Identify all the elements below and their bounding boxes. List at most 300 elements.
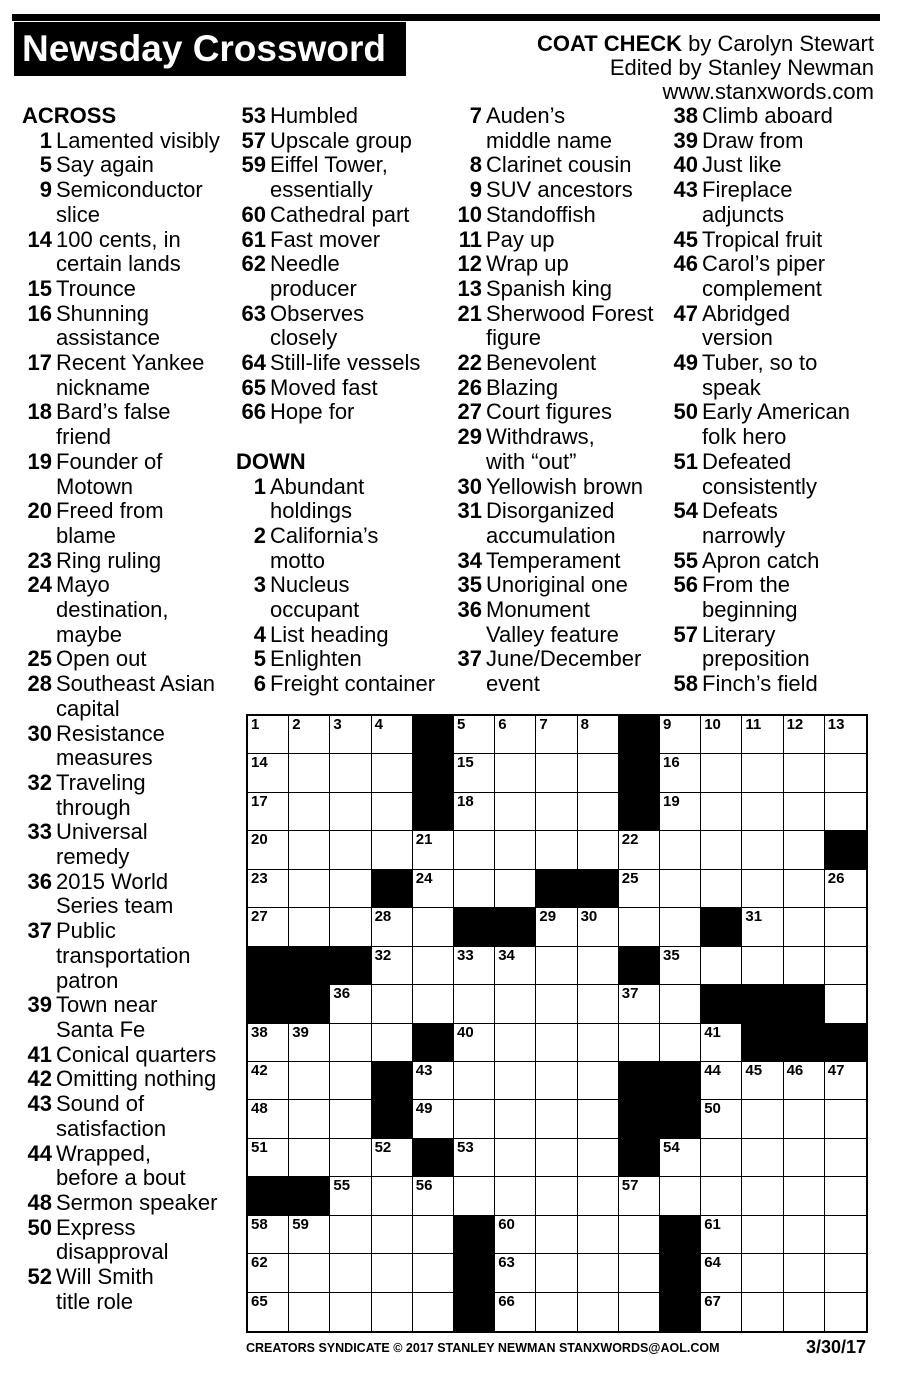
clue-number: 37 [457,646,482,672]
grid-cell[interactable] [413,947,454,985]
grid-cell[interactable] [578,831,619,869]
clue-text: event [486,671,540,697]
grid-cell[interactable] [495,1293,536,1331]
grid-cell[interactable] [825,947,866,985]
clue-number: 8 [469,152,482,178]
grid-cell[interactable] [825,1293,866,1331]
grid-cell[interactable] [578,1293,619,1331]
clue-across2-63 [236,302,435,327]
grid-cell[interactable] [289,908,330,946]
clue-text: Standoffish [486,201,596,227]
clue-down2-35 [452,573,654,598]
clue-text: patron [56,967,119,993]
grid-cell[interactable] [742,716,783,754]
grid-cell[interactable] [784,870,825,908]
grid-cell[interactable] [413,1293,454,1331]
grid-cell[interactable] [825,870,866,908]
grid-cell[interactable] [248,754,289,792]
clue-number: 5 [39,152,52,178]
grid-cell[interactable] [660,1177,701,1215]
cell-number: 38 [251,1023,268,1041]
grid-cell[interactable] [660,716,701,754]
black-square [660,1100,701,1138]
grid-cell[interactable] [289,716,330,754]
clue-number: 1 [39,127,52,153]
grid-cell[interactable] [330,1062,371,1100]
grid-cell[interactable] [330,1254,371,1292]
grid-cell[interactable] [701,1254,742,1292]
grid-cell[interactable] [660,793,701,831]
clue-text: Town near [56,992,158,1018]
clue-down2-37 [452,647,654,672]
grid-cell[interactable] [413,831,454,869]
grid-cell[interactable] [289,1100,330,1138]
grid-cell[interactable] [578,1024,619,1062]
clue-number: 1 [253,473,266,499]
grid-cell[interactable] [372,1254,413,1292]
crossword-grid[interactable] [246,714,868,1333]
grid-cell[interactable] [330,1024,371,1062]
grid-cell[interactable] [330,1293,371,1331]
grid-cell[interactable] [578,1062,619,1100]
grid-cell[interactable] [248,716,289,754]
grid-cell[interactable] [372,754,413,792]
grid-cell[interactable] [454,1100,495,1138]
clue-text: Early American [702,399,850,425]
clue-text: Series team [56,893,174,919]
grid-cell[interactable] [825,716,866,754]
clue-text: Observes [270,300,365,326]
grid-cell[interactable] [330,831,371,869]
clue-number: 49 [673,350,698,376]
grid-cell[interactable] [784,793,825,831]
grid-cell[interactable] [701,1293,742,1331]
grid-cell[interactable] [701,716,742,754]
clue-continuation [668,277,850,302]
grid-cell[interactable] [578,1216,619,1254]
cell-number: 62 [251,1254,268,1272]
clue-down2-30 [452,475,654,500]
clue-down2-12 [452,252,654,277]
clue-number: 12 [457,251,482,277]
clue-continuation [668,647,850,672]
grid-cell[interactable] [248,870,289,908]
black-square [413,1024,454,1062]
grid-cell[interactable] [372,1177,413,1215]
grid-cell[interactable] [330,1216,371,1254]
grid-cell[interactable] [742,831,783,869]
clue-number [668,598,698,623]
grid-cell[interactable] [372,985,413,1023]
grid-cell[interactable] [248,793,289,831]
clue-text: capital [56,695,120,721]
black-square [372,870,413,908]
grid-cell[interactable] [454,793,495,831]
cell-number: 36 [333,985,351,1003]
across-clue-list [22,129,220,1315]
grid-cell[interactable] [701,793,742,831]
clue-text: closely [270,325,338,351]
clue-text: Fireplace [702,177,793,203]
grid-cell[interactable] [372,947,413,985]
grid-cell[interactable] [701,1062,742,1100]
clue-text: Wrapped, [56,1140,151,1166]
grid-cell[interactable] [372,908,413,946]
cell-number: 50 [704,1100,721,1118]
clue-continuation [452,524,654,549]
clue-text: Universal [56,819,148,845]
grid-cell[interactable] [619,1024,660,1062]
grid-cell[interactable] [289,831,330,869]
grid-cell[interactable] [536,1062,577,1100]
clue-text: 2015 World [56,868,169,894]
grid-cell[interactable] [330,1100,371,1138]
grid-cell[interactable] [330,1177,371,1215]
clue-text: Sound of [56,1091,145,1117]
grid-cell[interactable] [701,947,742,985]
grid-cell[interactable] [825,1062,866,1100]
grid-cell[interactable] [536,1177,577,1215]
clue-text: Will Smith [56,1264,154,1290]
cell-number: 55 [333,1177,351,1195]
grid-cell[interactable] [248,1139,289,1177]
grid-cell[interactable] [330,985,371,1023]
grid-cell[interactable] [742,947,783,985]
grid-cell[interactable] [330,870,371,908]
grid-cell[interactable] [495,1139,536,1177]
grid-cell[interactable] [536,985,577,1023]
grid-cell[interactable] [536,1216,577,1254]
black-square [289,1177,330,1215]
grid-cell[interactable] [289,1062,330,1100]
grid-cell[interactable] [248,1254,289,1292]
grid-cell[interactable] [660,985,701,1023]
grid-cell[interactable] [784,1139,825,1177]
clue-text: Abridged [702,300,791,326]
clue-text: Benevolent [486,350,597,376]
grid-cell[interactable] [454,870,495,908]
clue-down3-57 [668,623,850,648]
black-square [619,716,660,754]
clue-number: 46 [673,251,698,277]
grid-cell[interactable] [742,1254,783,1292]
cell-number: 12 [786,716,804,733]
clue-down2-29 [452,425,654,450]
clue-down2-27 [452,400,654,425]
grid-cell[interactable] [454,831,495,869]
grid-cell[interactable] [372,1216,413,1254]
clue-continuation [22,252,220,277]
grid-cell[interactable] [578,1100,619,1138]
clue-text: through [56,794,131,820]
black-square [825,831,866,869]
grid-cell[interactable] [578,754,619,792]
grid-cell[interactable] [330,716,371,754]
grid-cell[interactable] [454,1177,495,1215]
grid-cell[interactable] [660,947,701,985]
grid-cell[interactable] [536,716,577,754]
grid-cell[interactable] [825,1100,866,1138]
grid-cell[interactable] [536,947,577,985]
clue-number [452,672,482,697]
black-square [660,1062,701,1100]
cell-number: 1 [251,716,260,733]
grid-cell[interactable] [330,793,371,831]
black-square [619,1062,660,1100]
grid-cell[interactable] [330,908,371,946]
clue-continuation [22,1018,220,1043]
grid-cell[interactable] [701,1139,742,1177]
grid-cell[interactable] [372,1293,413,1331]
grid-cell[interactable] [289,1024,330,1062]
grid-cell[interactable] [660,908,701,946]
grid-cell[interactable] [454,947,495,985]
grid-cell[interactable] [330,754,371,792]
grid-cell[interactable] [372,1139,413,1177]
grid-cell[interactable] [248,1216,289,1254]
black-square [742,1024,783,1062]
grid-cell[interactable] [248,1100,289,1138]
grid-cell[interactable] [536,1139,577,1177]
grid-cell[interactable] [454,716,495,754]
grid-cell[interactable] [536,1254,577,1292]
clue-across-15 [22,277,220,302]
grid-cell[interactable] [289,793,330,831]
grid-cell[interactable] [495,1024,536,1062]
clue-continuation [236,598,435,623]
grid-cell[interactable] [578,908,619,946]
grid-cell[interactable] [701,870,742,908]
clue-continuation [668,326,850,351]
grid-cell[interactable] [454,754,495,792]
grid-cell[interactable] [495,716,536,754]
grid-cell[interactable] [413,1062,454,1100]
clue-text: Blazing [486,374,559,400]
grid-cell[interactable] [330,1139,371,1177]
grid-cell[interactable] [454,1139,495,1177]
grid-cell[interactable] [495,754,536,792]
grid-cell[interactable] [495,1254,536,1292]
grid-cell[interactable] [536,1293,577,1331]
clue-text: Motown [56,473,134,499]
clue-down3-38 [668,104,850,129]
cell-number: 53 [457,1138,474,1156]
grid-cell[interactable] [248,1024,289,1062]
clue-number: 16 [27,300,52,326]
grid-cell[interactable] [784,716,825,754]
grid-cell[interactable] [742,1062,783,1100]
clue-text: Unoriginal one [486,572,628,598]
grid-cell[interactable] [619,1216,660,1254]
grid-cell[interactable] [742,1216,783,1254]
grid-cell[interactable] [742,870,783,908]
clue-continuation [22,1166,220,1191]
grid-cell[interactable] [825,1139,866,1177]
down-clue-list-continued [452,104,654,697]
grid-cell[interactable] [248,1062,289,1100]
grid-cell[interactable] [784,908,825,946]
clue-text: Freight container [270,671,436,697]
grid-cell[interactable] [619,1177,660,1215]
cell-number: 33 [457,946,474,964]
grid-cell[interactable] [701,1216,742,1254]
grid-cell[interactable] [289,754,330,792]
grid-cell[interactable] [372,1024,413,1062]
clue-across-23 [22,549,220,574]
clue-number [236,598,266,623]
grid-cell[interactable] [660,831,701,869]
grid-cell[interactable] [372,831,413,869]
grid-cell[interactable] [454,985,495,1023]
across-heading: ACROSS [22,103,117,128]
grid-cell[interactable] [619,908,660,946]
grid-cell[interactable] [742,908,783,946]
grid-cell[interactable] [536,793,577,831]
clue-across-28 [22,672,220,697]
clue-number: 24 [27,572,52,598]
grid-cell[interactable] [660,870,701,908]
grid-cell[interactable] [495,1177,536,1215]
grid-cell[interactable] [289,870,330,908]
grid-cell[interactable] [578,947,619,985]
grid-cell[interactable] [495,1216,536,1254]
grid-cell[interactable] [248,1293,289,1331]
grid-cell[interactable] [784,831,825,869]
grid-cell[interactable] [784,1177,825,1215]
grid-cell[interactable] [660,1024,701,1062]
grid-cell[interactable] [742,1139,783,1177]
grid-cell[interactable] [413,1216,454,1254]
grid-cell[interactable] [825,1216,866,1254]
grid-cell[interactable] [701,754,742,792]
grid-cell[interactable] [784,1100,825,1138]
down-clue-list-continued-2 [668,104,850,697]
grid-cell[interactable] [742,754,783,792]
grid-cell[interactable] [495,793,536,831]
grid-cell[interactable] [536,1024,577,1062]
grid-cell[interactable] [413,1254,454,1292]
black-square [248,947,289,985]
grid-cell[interactable] [619,870,660,908]
grid-cell[interactable] [248,831,289,869]
grid-cell[interactable] [495,985,536,1023]
grid-cell[interactable] [742,1293,783,1331]
grid-cell[interactable] [578,1177,619,1215]
grid-cell[interactable] [784,754,825,792]
grid-cell[interactable] [784,1254,825,1292]
black-square [454,1216,495,1254]
grid-cell[interactable] [784,1216,825,1254]
grid-cell[interactable] [578,1254,619,1292]
grid-cell[interactable] [825,985,866,1023]
grid-cell[interactable] [701,1024,742,1062]
clue-text: Still-life vessels [270,350,421,376]
clue-text: Temperament [486,547,621,573]
black-square [413,793,454,831]
clue-number [22,475,52,500]
grid-cell[interactable] [536,754,577,792]
grid-cell[interactable] [413,985,454,1023]
clue-number: 57 [673,621,698,647]
clue-text: Moved fast [270,374,378,400]
grid-cell[interactable] [289,1254,330,1292]
grid-cell[interactable] [784,1062,825,1100]
clue-across-19 [22,450,220,475]
black-square [248,1177,289,1215]
grid-cell[interactable] [289,1216,330,1254]
grid-cell[interactable] [619,1293,660,1331]
clue-across-36 [22,870,220,895]
grid-cell[interactable] [701,831,742,869]
grid-cell[interactable] [536,908,577,946]
grid-cell[interactable] [413,1177,454,1215]
grid-cell[interactable] [289,1139,330,1177]
clue-down3-45 [668,228,850,253]
grid-cell[interactable] [454,1062,495,1100]
grid-cell[interactable] [536,831,577,869]
grid-cell[interactable] [784,947,825,985]
grid-cell[interactable] [578,793,619,831]
clue-number [668,203,698,228]
grid-cell[interactable] [619,985,660,1023]
clue-text: before a bout [56,1165,186,1191]
grid-cell[interactable] [784,1293,825,1331]
grid-cell[interactable] [289,1293,330,1331]
grid-cell[interactable] [413,1100,454,1138]
grid-cell[interactable] [660,754,701,792]
grid-cell[interactable] [701,1100,742,1138]
grid-cell[interactable] [742,1100,783,1138]
clue-down1-4 [236,623,435,648]
grid-cell[interactable] [372,793,413,831]
grid-cell[interactable] [701,1177,742,1215]
clue-text: producer [270,275,357,301]
grid-cell[interactable] [495,947,536,985]
grid-cell[interactable] [413,870,454,908]
grid-cell[interactable] [454,1024,495,1062]
grid-cell[interactable] [536,1100,577,1138]
grid-cell[interactable] [825,1177,866,1215]
black-square [495,908,536,946]
grid-cell[interactable] [495,1062,536,1100]
grid-cell[interactable] [825,908,866,946]
black-square [619,793,660,831]
clue-number [22,1290,52,1315]
cell-number: 18 [457,792,474,810]
grid-cell[interactable] [578,985,619,1023]
grid-cell[interactable] [742,793,783,831]
grid-cell[interactable] [372,716,413,754]
grid-cell[interactable] [825,1254,866,1292]
grid-cell[interactable] [578,716,619,754]
cell-number: 56 [415,1177,433,1195]
grid-cell[interactable] [413,908,454,946]
grid-cell[interactable] [742,1177,783,1215]
grid-cell[interactable] [619,831,660,869]
grid-cell[interactable] [825,793,866,831]
grid-cell[interactable] [248,908,289,946]
grid-cell[interactable] [619,1254,660,1292]
grid-cell[interactable] [495,870,536,908]
grid-cell[interactable] [660,1139,701,1177]
clue-text: holdings [270,498,352,524]
cell-number: 23 [251,869,268,887]
clue-text: Abundant [270,473,365,499]
grid-cell[interactable] [825,754,866,792]
grid-cell[interactable] [578,1139,619,1177]
grid-cell[interactable] [495,1100,536,1138]
grid-cell[interactable] [495,831,536,869]
